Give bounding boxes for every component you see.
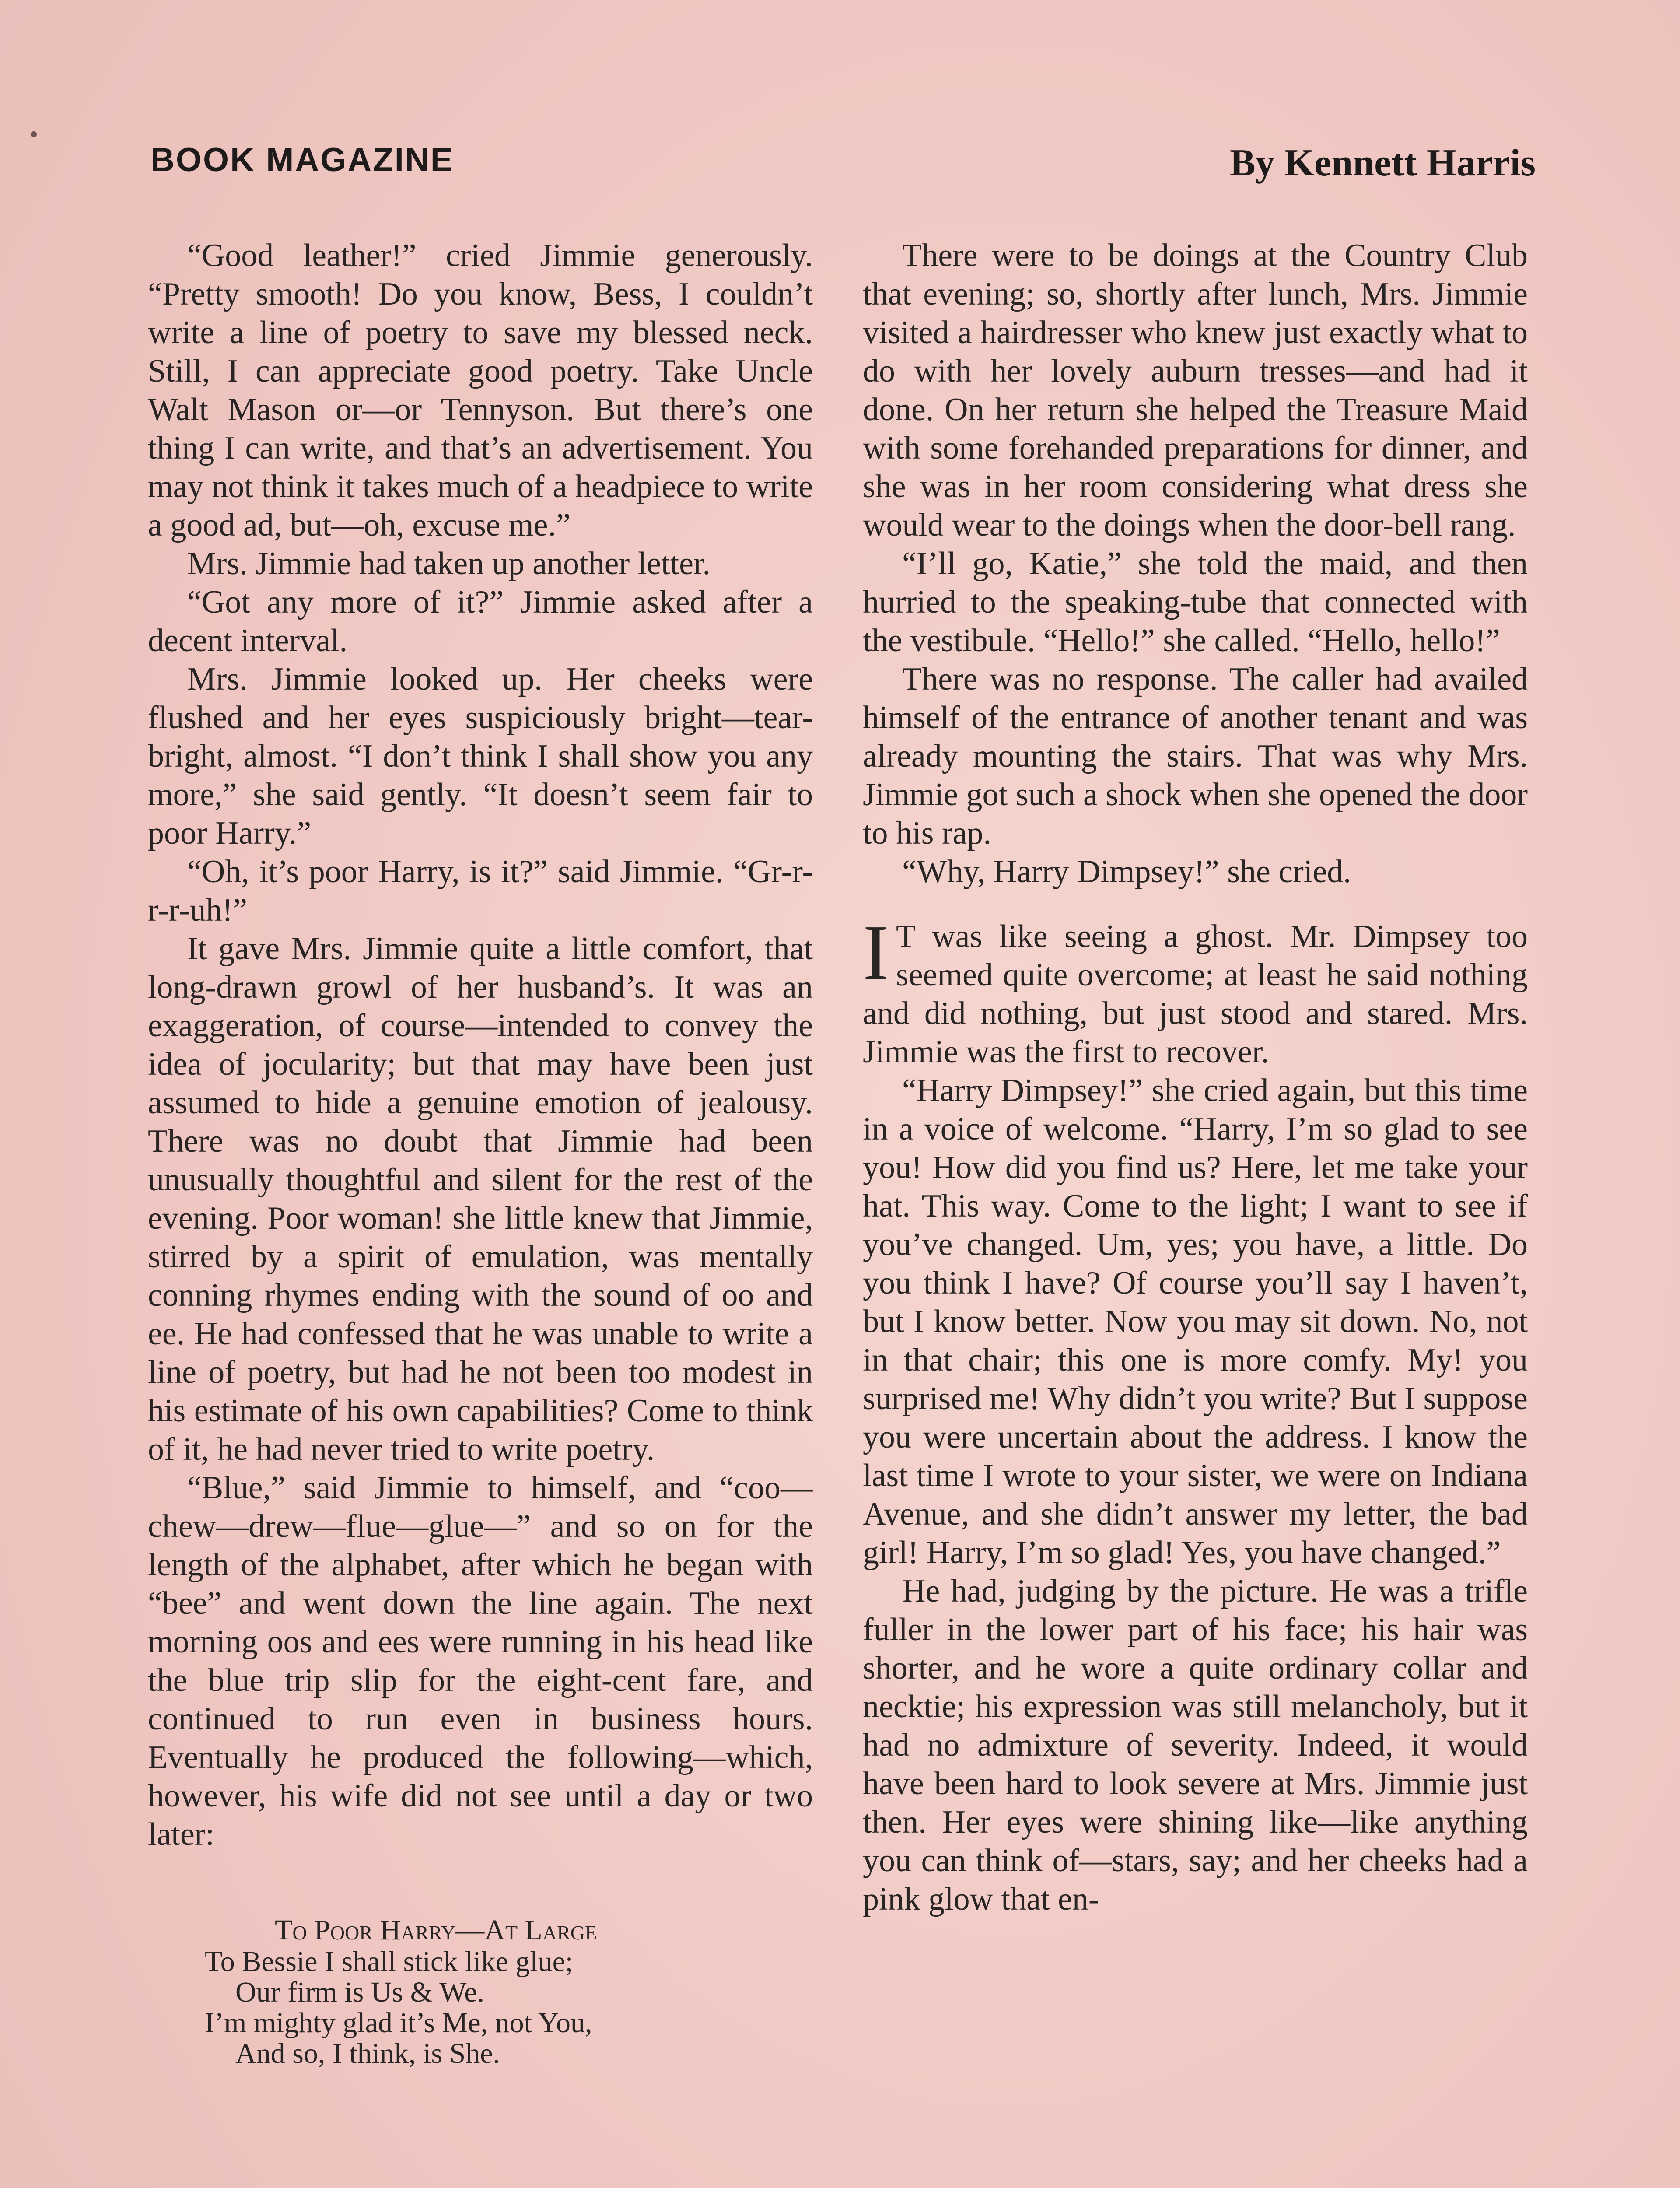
poem-line: I’m mighty glad it’s Me, not You, (205, 2007, 592, 2039)
section-break (863, 891, 1528, 917)
paragraph: “Why, Harry Dimpsey!” she cried. (902, 854, 1351, 890)
poem-line: And so, I think, is She. (235, 2037, 500, 2069)
paragraph: “Got any more of it?” Jimmie asked after a decent interval. (148, 584, 813, 659)
paragraph: He had, judging by the picture. He was a trifle fuller in the lower part of his face; his hair was shorter, and he wore a quite ordinary collar and necktie; his expression was still melancholy, but it had no admixture of severity. Indeed, it would have been hard to look severe at Mrs. Jimmie just then. Her eyes were shining like—like anything you can think of—stars, say; and her cheeks had a pink glow that en- (863, 1573, 1528, 1917)
poem-line: Our firm is Us & We. (235, 1976, 485, 2008)
paragraph: It gave Mrs. Jimmie quite a little comfort, that long-drawn growl of her husband’s. It was an exaggeration, of course—intended to convey the idea of jocularity; but that may have been just assumed to hide a genuine emotion of jealousy. There was no doubt that Jimmie had been unusually thoughtful and silent for the rest of the evening. Poor woman! she little knew that Jimmie, stirred by a spirit of emulation, was mentally conning rhymes ending with the sound of oo and ee. He had confessed that he was unable to write a line of poetry, but had he not been too modest in his estimate of his own capabilities? Come to think of it, he had never tried to write poetry. (148, 931, 813, 1467)
magazine-title: BOOK MAGAZINE (150, 141, 454, 179)
paragraph: There was no response. The caller had availed himself of the entrance of another tenant and was already mounting the stairs. That was why Mrs. Jimmie got such a shock when she opened the door to his rap. (863, 661, 1528, 851)
paragraph: “Harry Dimpsey!” she cried again, but this time in a voice of welcome. “Harry, I’m so glad to see you! How did you find us? Here, let me take your hat. This way. Come to the light; I want to see if you’ve changed. Um, yes; you have, a little. Do you think I have? Of course you’ll say I haven’t, but I know better. Now you may sit down. No, not in that chair; this one is more comfy. My! you surprised me! Why didn’t you write? But I suppose you were uncertain about the address. I know the last time I wrote to your sister, we were on Indiana Avenue, and she didn’t answer my letter, the bad girl! Harry, I’m so glad! Yes, you have changed.” (863, 1073, 1528, 1571)
right-column (863, 236, 1528, 1918)
paragraph: “Oh, it’s poor Harry, is it?” said Jimmie. “Gr-r-r-r-uh!” (148, 854, 813, 928)
paragraph: Mrs. Jimmie had taken up another letter. (187, 546, 711, 582)
drop-cap: I (863, 909, 889, 996)
poem-title: To Poor Harry—At Large (275, 1914, 598, 1946)
poem (148, 1915, 813, 2069)
paragraph: There were to be doings at the Country Club that evening; so, shortly after lunch, Mrs. Jimmie visited a hairdresser who knew just exactly what to do with her lovely auburn tresses—and had it done. On her return she helped the Treasure Maid with some forehanded preparations for dinner, and she was in her room considering what dress she would wear to the doings when the door-bell rang. (863, 238, 1528, 543)
poem-line: To Bessie I shall stick like glue; (205, 1946, 574, 1978)
paragraph: “Blue,” said Jimmie to himself, and “coo—chew—drew—flue—glue—” and so on for the length of the alphabet, after which he began with “bee” and went down the line again. The next morning oos and ees were running in his head like the blue trip slip for the eight-cent fare, and continued to run even in business hours. Eventually he produced the following—which, however, his wife did not see until a day or two later: (148, 1470, 813, 1852)
section-opening-paragraph (863, 909, 1528, 1071)
paragraph: Mrs. Jimmie looked up. Her cheeks were flushed and her eyes suspiciously bright—tear-bright, almost. “I don’t think I shall show you any more,” she said gently. “It doesn’t seem fair to poor Harry.” (148, 661, 813, 851)
left-column (148, 236, 813, 2069)
paragraph: “I’ll go, Katie,” she told the maid, and then hurried to the speaking-tube that connected with the vestibule. “Hello!” she called. “Hello, hello!” (863, 546, 1528, 659)
opening-text: T was like seeing a ghost. Mr. Dimpsey too seemed quite overcome; at least he said nothing and did nothing, but just stood and stared. Mrs. Jimmie was the first to recover. (863, 919, 1528, 1070)
print-speck (31, 131, 37, 137)
author-byline: By Kennett Harris (1229, 142, 1536, 184)
paragraph: “Good leather!” cried Jimmie generously. “Pretty smooth! Do you know, Bess, I couldn’t write a line of poetry to save my blessed neck. Still, I can appreciate good poetry. Take Uncle Walt Mason or—or Tennyson. But there’s one thing I can write, and that’s an advertisement. You may not think it takes much of a headpiece to write a good ad, but—oh, excuse me.” (148, 238, 813, 543)
